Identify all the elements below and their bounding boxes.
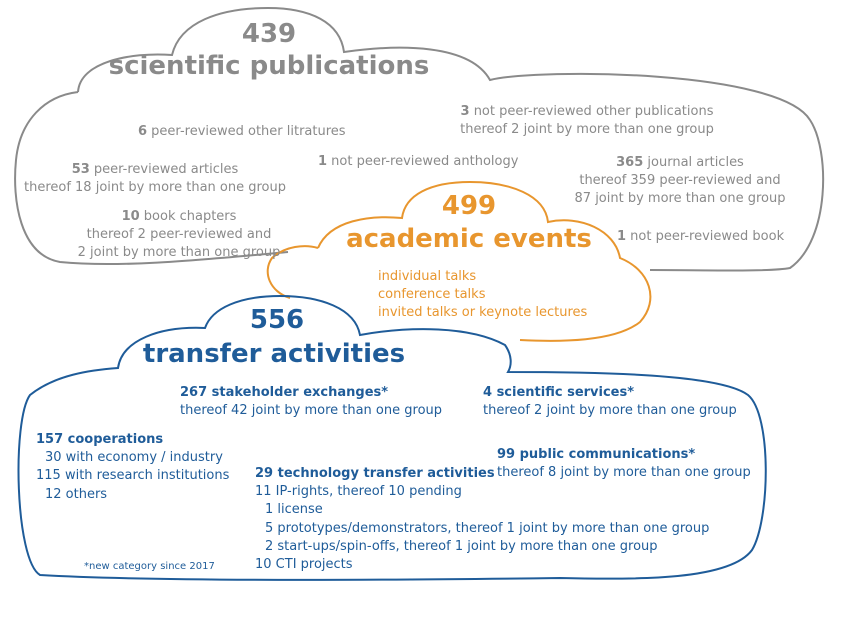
pub-item-peer-reviewed-other: 6 peer-reviewed other litratures xyxy=(138,124,346,139)
transfer-services: 4 scientific services* thereof 2 joint by more than one group xyxy=(483,385,737,419)
transfer-stakeholder: 267 stakeholder exchanges* thereof 42 joint by more than one group xyxy=(180,385,443,419)
event-item: invited talks or keynote lectures xyxy=(378,305,588,321)
transfer-public: 99 public communications* thereof 8 joint by more than one group xyxy=(497,447,751,481)
pub-item-book: 1 not peer-reviewed book xyxy=(617,229,785,244)
events-title: academic events xyxy=(346,224,592,254)
publications-count: 439 xyxy=(241,19,297,49)
transfer-title: transfer activities xyxy=(142,339,406,369)
events-count: 499 xyxy=(441,191,497,221)
transfer-cooperations: 157 cooperations 30 with economy / industry 115 with research institutions 12 others xyxy=(36,432,230,502)
pub-item-anthology: 1 not peer-reviewed anthology xyxy=(318,154,519,169)
pub-item-peer-reviewed-articles: 53 peer-reviewed articles thereof 18 joint by more than one group xyxy=(23,162,286,196)
event-item: individual talks xyxy=(378,269,477,284)
event-item: conference talks xyxy=(378,287,486,303)
publications-title: scientific publications xyxy=(108,51,430,81)
transfer-footnote: *new category since 2017 xyxy=(84,561,215,572)
pub-item-book-chapters: 10 book chapters thereof 2 peer-reviewed and 2 joint by more than one group xyxy=(77,209,281,261)
events-list xyxy=(378,268,587,323)
transfer-technology: 29 technology transfer activities 11 IP-rights, thereof 10 pending 1 license 5 prototypes/demonstrators, thereof 1 joint by more than one group 2 start-ups/spin-offs, thereof 1 joint by more than one group 10 CTI projects xyxy=(255,466,710,572)
pub-item-journal-articles: 365 journal articles thereof 359 peer-reviewed and 87 joint by more than one group xyxy=(574,155,786,207)
pub-item-not-peer-reviewed-other: 3 not peer-reviewed other publications thereof 2 joint by more than one group xyxy=(460,104,714,138)
transfer-count: 556 xyxy=(249,305,305,335)
